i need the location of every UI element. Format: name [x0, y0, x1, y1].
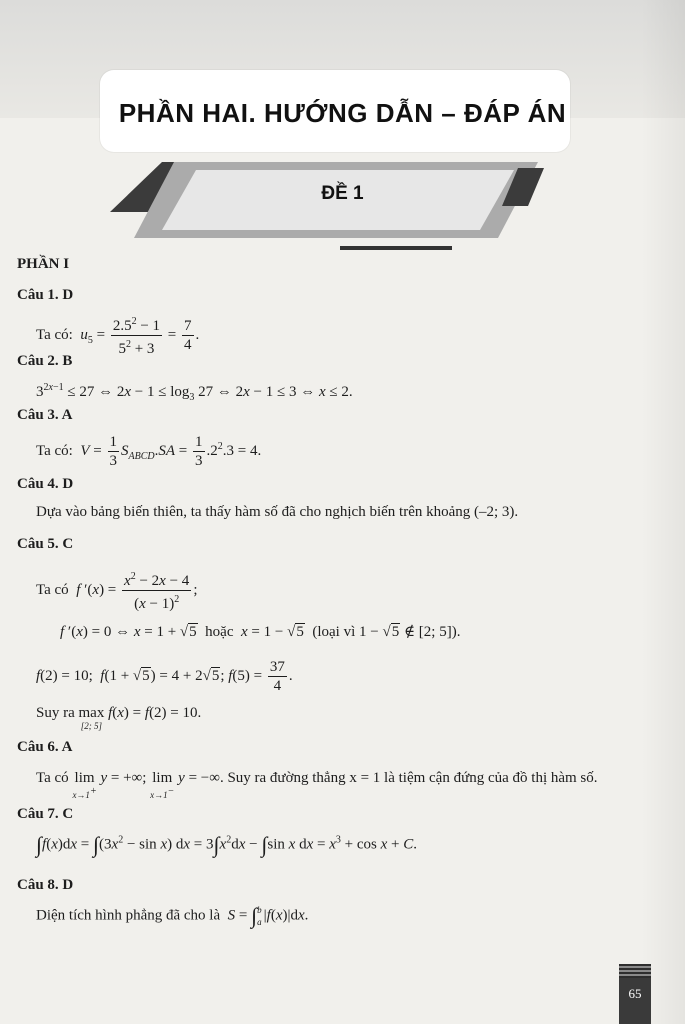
q5-taco: Ta có [36, 581, 69, 598]
question-6-label: Câu 6. A [17, 739, 73, 755]
q5-loai: (loại vì [312, 624, 356, 640]
banner-label: ĐỀ 1 [321, 183, 364, 204]
question-5-derivative: Ta có f ′(x) = $\frac{x^2 - 2x - 4}{(x - 1)^2}$ ; [36, 568, 197, 613]
page-title: PHẦN HAI. HƯỚNG DẪN – ĐÁP ÁN [118, 98, 567, 128]
question-1-label: Câu 1. D [17, 287, 74, 303]
question-1-solution: Ta có: $u_5$ = $\frac{2.5^2 - 1}{5^2 + 3}$ = $\frac{7}{4}$ . [36, 313, 199, 358]
q6-taco: Ta có [36, 770, 69, 786]
q6-tail: . Suy ra đường thẳng x = 1 là tiệm cận đứng của đồ thị hàm số. [219, 770, 598, 786]
question-6-solution: Ta có lim x→1+ y = +∞; lim x→1− y = −∞. Suy ra đường thẳng x = 1 là tiệm cận đứng của đồ thị hàm số. [36, 770, 598, 800]
question-5-max: Suy ra max [2; 5] f(x) = f(2) = 10. [36, 705, 202, 731]
page-number: 65 [628, 986, 642, 1001]
q5-or: hoặc [205, 624, 234, 640]
question-2-solution: $3^{2x-1} \le 27$ ⇔ $2x - 1 \le \log_3 27$ ⇔ 2x − 1 ≤ 3 ⇔ x ≤ 2. [36, 382, 353, 403]
question-4-solution: Dựa vào bảng biến thiên, ta thấy hàm số đã cho nghịch biến trên khoảng (–2; 3). [36, 504, 519, 520]
question-3-label: Câu 3. A [17, 407, 73, 423]
question-7-label: Câu 7. C [17, 806, 74, 822]
banner-underline [340, 246, 452, 250]
page-edge-shadow [641, 0, 685, 1024]
page-number-stripes [619, 964, 651, 978]
question-4-label: Câu 4. D [17, 476, 74, 492]
question-2-label: Câu 2. B [17, 353, 73, 369]
question-5-values: f(2) = 10; f(1 + √5) = 4 + 2√5; f(5) = $\frac{37}{4}$ . [36, 659, 293, 694]
q8-text: Diện tích hình phẳng đã cho là [36, 907, 221, 924]
q3-taco: Ta có: [36, 442, 73, 459]
question-3-solution: Ta có: V = $\frac{1}{3}$ $S_{ABCD}.SA$ = $\frac{1}{3}$ $.2^2.3 = 4$. [36, 434, 262, 469]
q1-taco: Ta có: [36, 326, 73, 343]
section-heading: PHẦN I [17, 256, 70, 272]
question-8-solution: Diện tích hình phẳng đã cho là S = ∫b a |f(x)|dx. [36, 903, 309, 928]
question-8-label: Câu 8. D [17, 877, 74, 893]
question-5-label: Câu 5. C [17, 536, 74, 552]
question-5-roots: f ′(x) = 0 ⇔ x = 1 + √5 hoặc x = 1 − √5 (loại vì 1 − √5 ∉ [2; 5]). [60, 624, 461, 640]
q5-suyra: Suy ra [36, 705, 75, 721]
question-7-solution: $\int f(x)dx = \int(3x^2 - \sin x)$ dx = $3\int x^2dx - \int\sin$ x dx = $x^3 + \cos x + C$. [36, 832, 417, 857]
